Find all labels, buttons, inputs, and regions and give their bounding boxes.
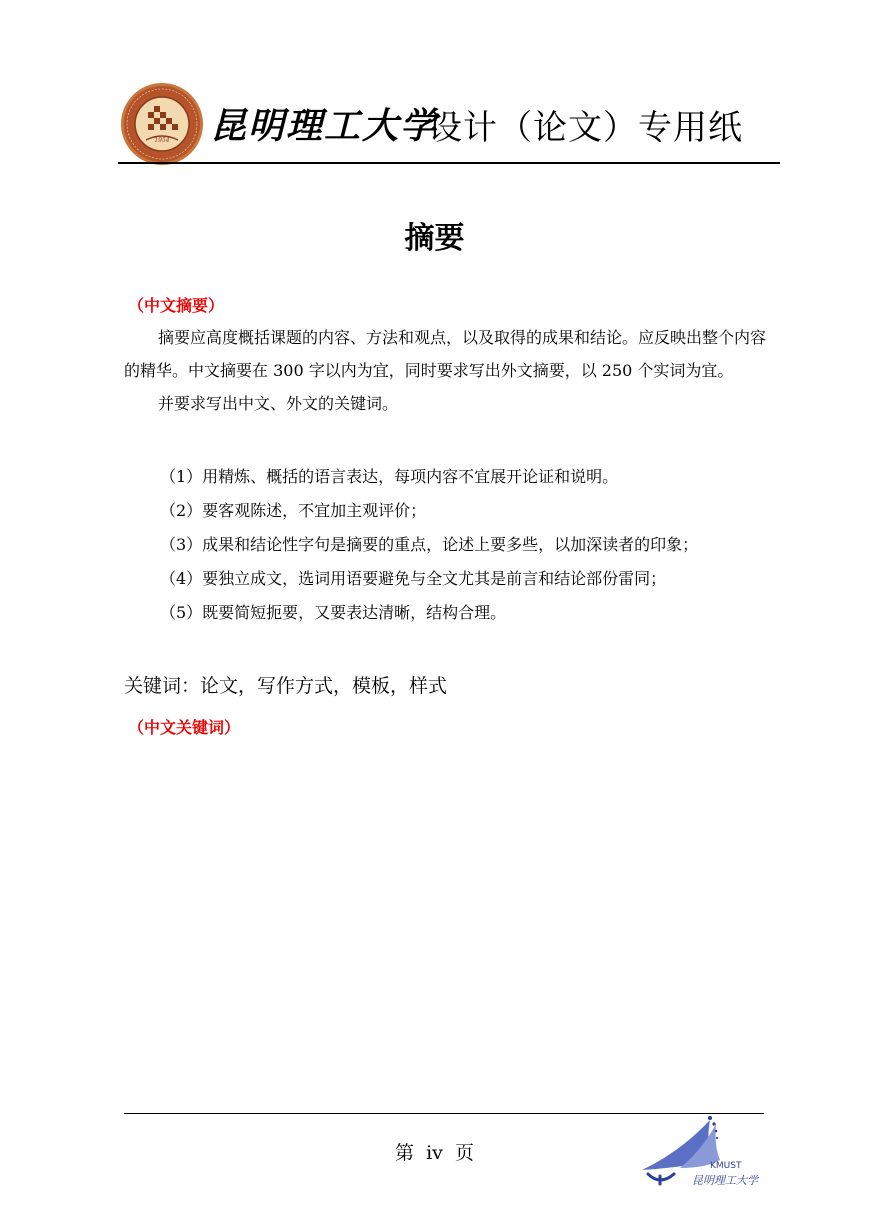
list-item-3: （3）成果和结论性字句是摘要的重点，论述上要多些，以加深读者的印象； <box>160 535 699 554</box>
keywords-line: 关键词：论文，写作方式，模板，样式 <box>124 675 448 697</box>
logo-abbr: KMUST <box>710 1161 742 1171</box>
list-item-4: （4）要独立成文，选词用语要避免与全文尤其是前言和结论部份雷同； <box>160 569 667 588</box>
logo-name: 昆明理工大学 <box>692 1174 758 1187</box>
list-item-1: （1）用精炼、概括的语言表达，每项内容不宜展开论证和说明。 <box>160 467 619 486</box>
university-seal-logo <box>120 82 204 166</box>
page-header <box>118 76 778 166</box>
header-divider <box>118 162 780 164</box>
list-item-5: （5）既要简短扼要，又要表达清晰，结构合理。 <box>160 603 507 622</box>
svg-text:1954: 1954 <box>154 137 170 144</box>
abstract-body <box>124 321 766 420</box>
footer-university-logo <box>640 1112 770 1190</box>
page-number: 第 iv 页 <box>395 1142 474 1164</box>
list-item-2: （2）要客观陈述，不宜加主观评价； <box>160 501 427 520</box>
paragraph-2: 并要求写出中文、外文的关键词。 <box>158 394 399 413</box>
paragraph-1: 摘要应高度概括课题的内容、方法和观点，以及取得的成果和结论。应反映出整个内容的精华。中文摘要在 300 字以内为宜，同时要求写出外文摘要，以 250 个实词为宜。 <box>124 328 767 380</box>
university-name: 昆明理工大学 <box>210 105 439 147</box>
header-title: 设计（论文）专用纸 <box>428 108 743 148</box>
keywords-note: （中文关键词） <box>128 718 241 737</box>
page-title: 摘要 <box>404 221 465 256</box>
abstract-note: （中文摘要） <box>128 296 225 315</box>
